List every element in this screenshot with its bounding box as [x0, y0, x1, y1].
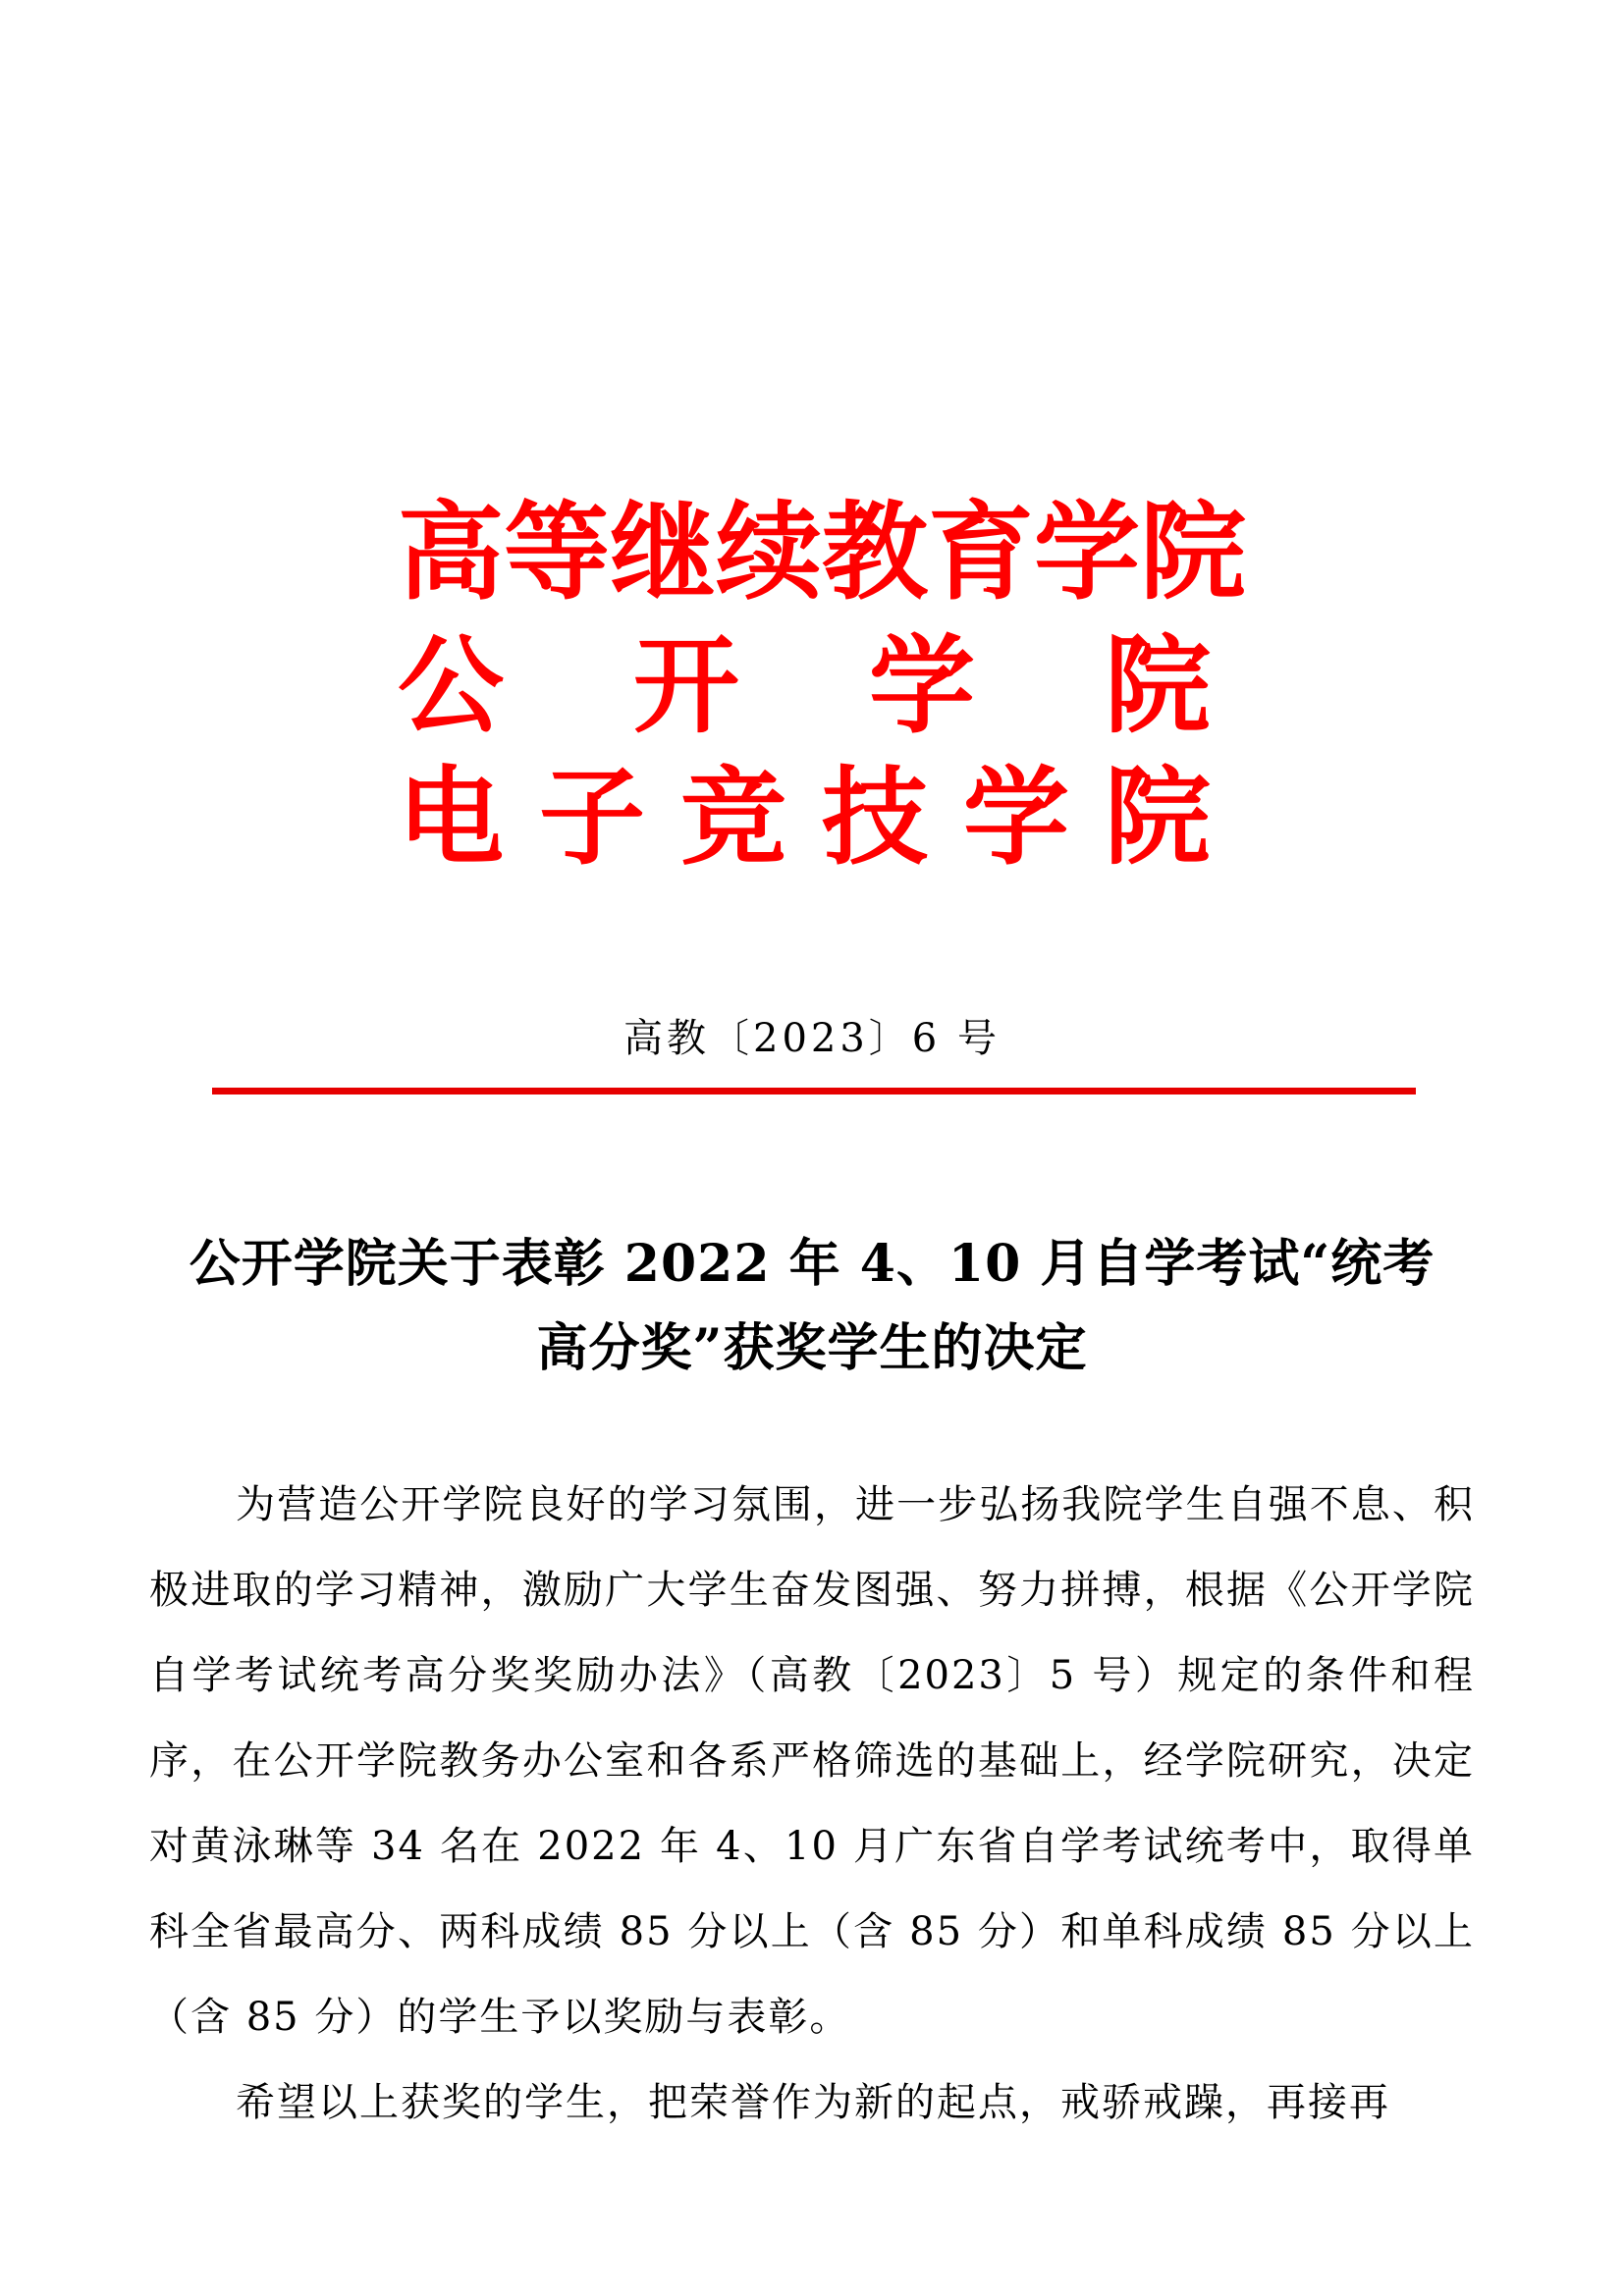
document-number: 高教〔2023〕6 号 [623, 1016, 1001, 1061]
header-line-3-char: 学 [962, 756, 1069, 880]
header-line-3-char: 子 [538, 756, 645, 880]
document-title-line-2: 高分奖”获奖学生的决定 [536, 1318, 1088, 1378]
header-line-3-char: 电 [398, 756, 505, 880]
header-line-2-char: 院 [1104, 624, 1211, 748]
header-line-1: 高等继续教育学院 [398, 491, 1247, 614]
header-line-3-char: 院 [1104, 756, 1211, 880]
header-line-2 [398, 622, 1211, 750]
body-paragraph-2: 希望以上获奖的学生，把荣誉作为新的起点，戒骄戒躁，再接再 [236, 2080, 1390, 2125]
header-line-3-char: 技 [821, 756, 928, 880]
document-title-line-1: 公开学院关于表彰 2022 年 4、10 月自学考试“统考 [189, 1234, 1435, 1294]
header-line-2-char: 学 [868, 624, 975, 748]
header-line-2-char: 开 [632, 624, 739, 748]
document-body [149, 1463, 1475, 2146]
header-line-3 [398, 754, 1211, 881]
document-title [128, 1222, 1496, 1391]
header-line-2-char: 公 [398, 624, 505, 748]
red-divider-line [212, 1088, 1416, 1095]
body-paragraph-1: 为营造公开学院良好的学习氛围，进一步弘扬我院学生自强不息、积极进取的学习精神，激励广大学生奋发图强、努力拼搏，根据《公开学院自学考试统考高分奖奖励办法》（高教〔2023〕5 号）规定的条件和程序，在公开学院教务办公室和各系严格筛选的基础上，经学院研究，决定对黄泳琳等 34 名在 2022 年 4、10 月广东省自学考试统考中，取得单科全省最高分、两科成绩 85 分以上（含 85 分）和单科成绩 85 分以上（含 85 分）的学生予以奖励与表彰。 [149, 1482, 1475, 2040]
header-line-3-char: 竞 [679, 756, 786, 880]
